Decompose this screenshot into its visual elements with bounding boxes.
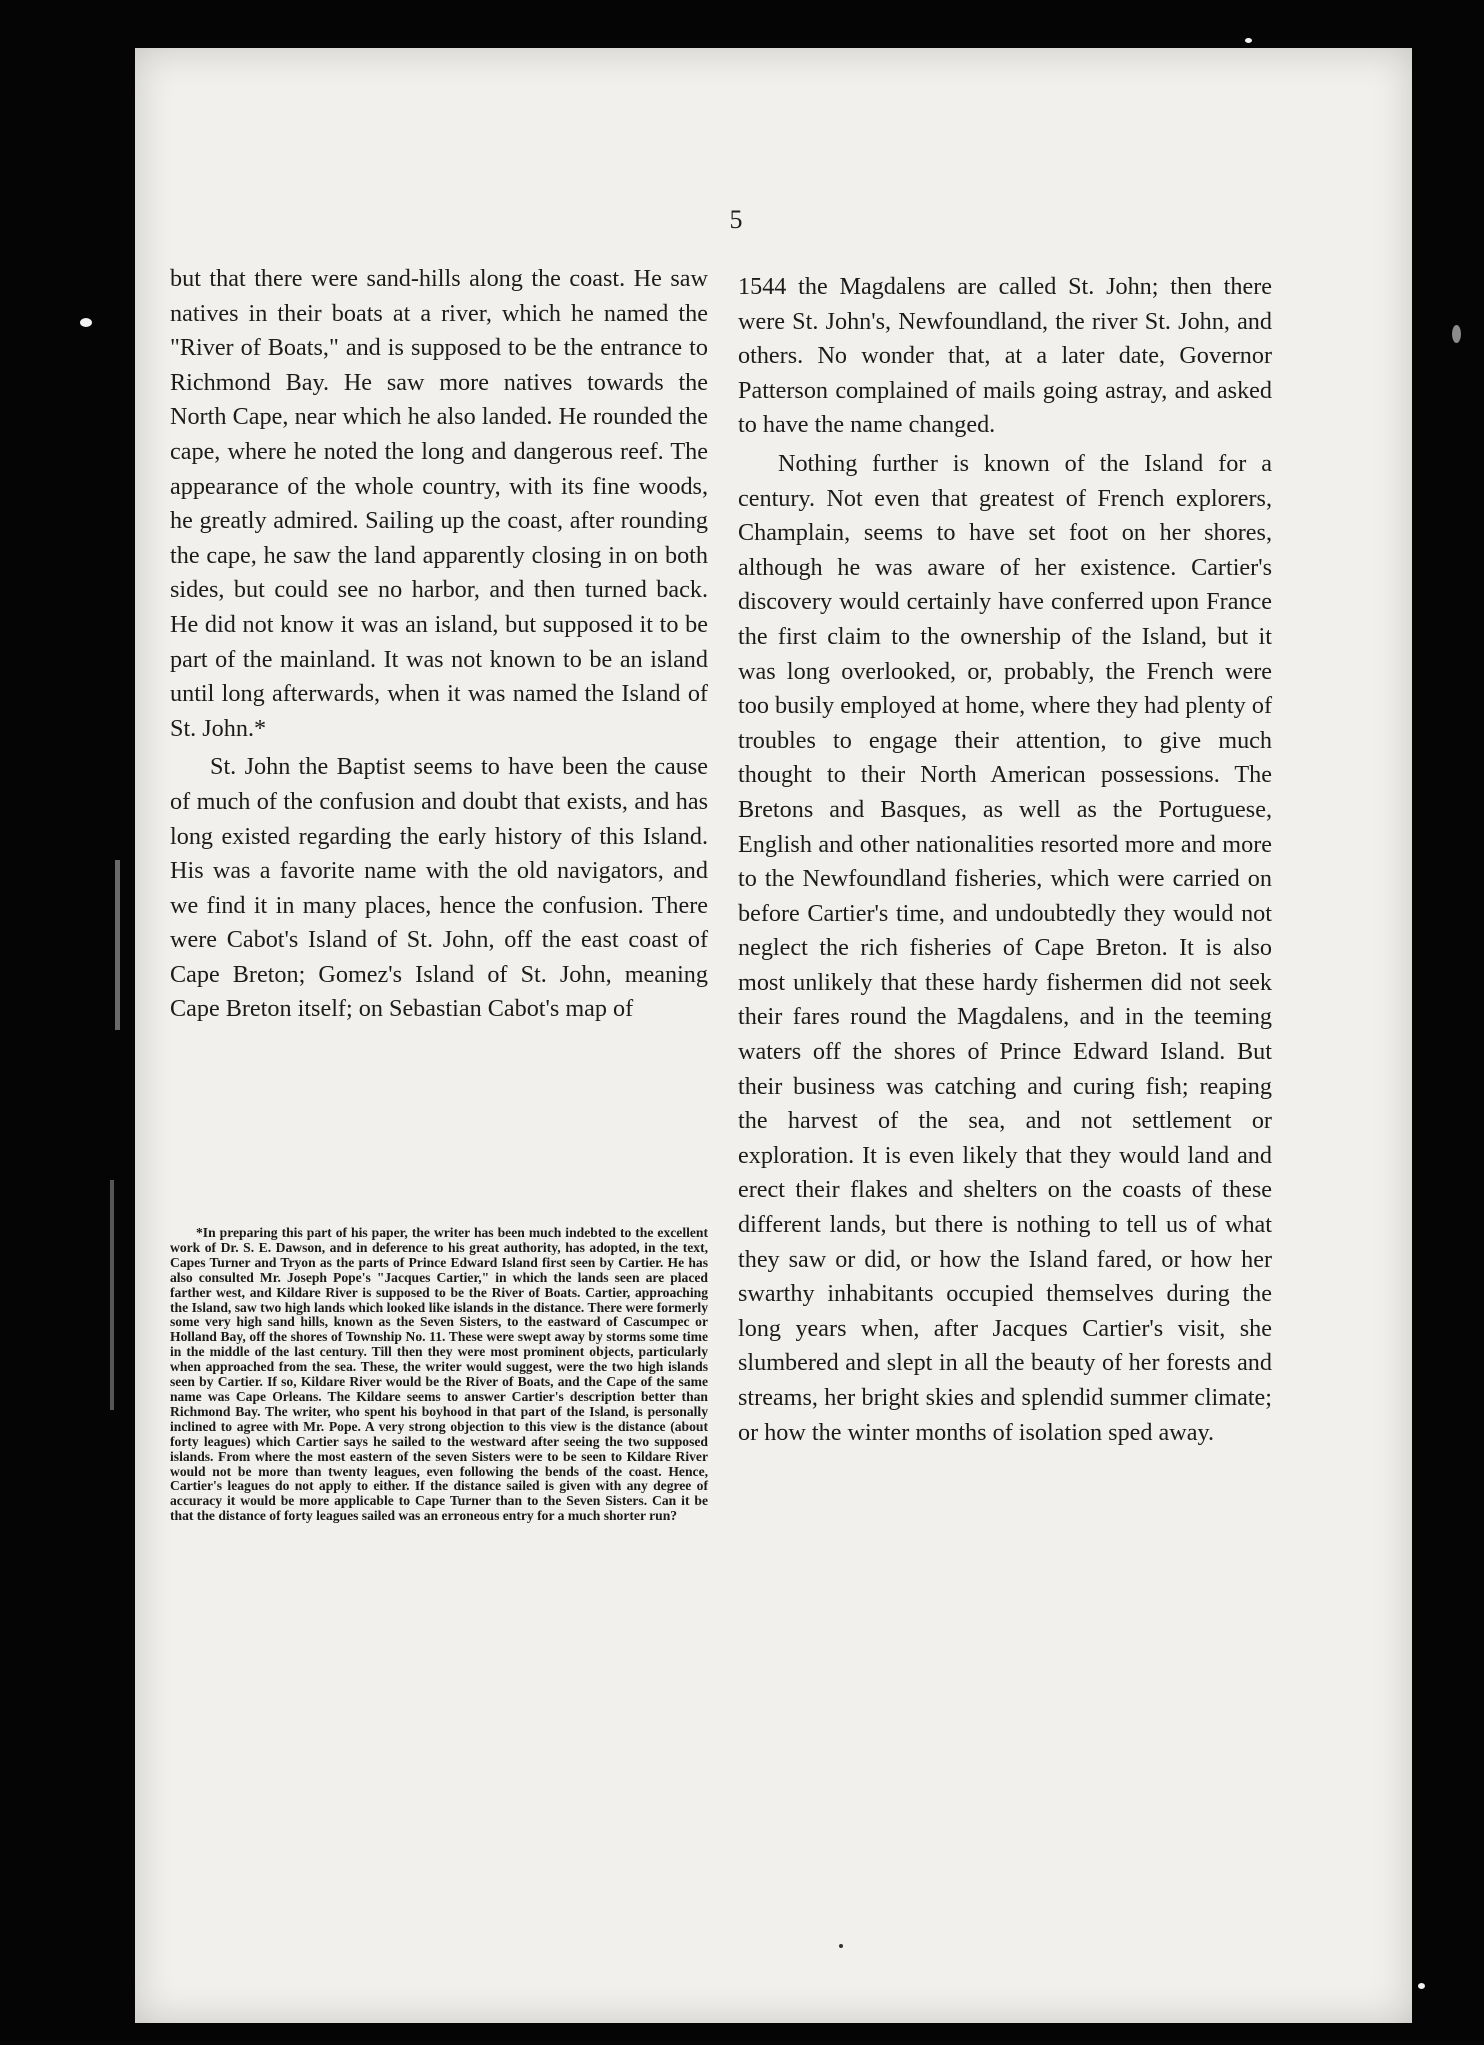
scan-speck bbox=[80, 318, 92, 327]
left-paragraph-1: but that there were sand-hills along the coast. He saw natives in their boats at a river, which he named the "River of Boats," and is supposed to be the entrance to Richmond Bay. He saw more natives towards the North Cape, near which he also landed. He rounded the cape, where he noted the long and dangerous reef. The appearance of the whole country, with its fine woods, he greatly admired. Sailing up the coast, after rounding the cape, he saw the land apparently closing in on both sides, but could see no harbor, and then turned back. He did not know it was an island, but supposed it to be part of the mainland. It was not known to be an island until long afterwards, when it was named the Island of St. John.* bbox=[170, 265, 708, 742]
right-paragraph-2: Nothing further is known of the Island for a century. Not even that greatest of French explorers, Champlain, seems to have set foot on her shores, although he was aware of her existence. Cartier's discovery would certainly have conferred upon France the first claim to the ownership of the Island, but it was long overlooked, or, probably, the French were too busily employed at home, where they had plenty of troubles to engage their attention, to give much thought to their North American possessions. The Bretons and Basques, as well as the Portuguese, English and other nationalities resorted more and more to the Newfoundland fisheries, which were carried on before Cartier's time, and undoubtedly they would not neglect the rich fisheries of Cape Breton. It is also most unlikely that these hardy fishermen did not seek their fares round the Magdalens, and in the teeming waters off the shores of Prince Edward Island. But their business was catching and curing fish; reaping the harvest of the sea, and not settlement or exploration. It is even likely that they would land and erect their flakes and shelters on the coasts of these different lands, but there is nothing to tell us of what they saw or did, or how the Island fared, or how her swarthy inhabitants occupied themselves during the long years when, after Jacques Cartier's visit, she slumbered and slept in all the beauty of her forests and streams, her bright skies and splendid summer climate; or how the winter months of isolation sped away. bbox=[738, 449, 1272, 1446]
right-column bbox=[738, 270, 1272, 1450]
page-number: 5 bbox=[729, 205, 743, 234]
scan-speck bbox=[1452, 325, 1461, 343]
right-paragraph-1: 1544 the Magdalens are called St. John; then there were St. John's, Newfoundland, the river St. John, and others. No wonder that, at a later date, Governor Patterson complained of mails going astray, and asked to have the name changed. bbox=[738, 273, 1272, 439]
left-paragraph-2: St. John the Baptist seems to have been the cause of much of the confusion and doubt that exists, and has long existed regarding the early history of this Island. His was a favorite name with the old navigators, and we find it in many places, hence the confusion. There were Cabot's Island of St. John, off the east coast of Cape Breton; Gomez's Island of St. John, meaning Cape Breton itself; on Sebastian Cabot's map of bbox=[170, 753, 708, 1023]
scan-speck bbox=[1245, 38, 1252, 43]
scan-speck bbox=[1418, 1983, 1425, 1989]
binding-edge-mark bbox=[110, 1180, 114, 1410]
footnote: *In preparing this part of his paper, the writer has been much indebted to the excellent work of Dr. S. E. Dawson, and in deference to his great authority, has adopted, in the text, Capes Turner and Tryon as the parts of Prince Edward Island first seen by Cartier. He has also consulted Mr. Joseph Pope's "Jacques Cartier," in which the lands seen are placed farther west, and Kildare River is supposed to be the River of Boats. Cartier, approaching the Island, saw two high lands which looked like islands in the distance. There were formerly some very high sand hills, known as the Seven Sisters, to the eastward of Cascumpec or Holland Bay, off the shores of Township No. 11. These were swept away by storms some time in the middle of the last century. Till then they were most prominent objects, particularly when approached from the sea. These, the writer would suggest, were the two high islands seen by Cartier. If so, Kildare River would be the River of Boats, and the Cape of the same name was Cape Orleans. The Kildare seems to answer Cartier's description better than Richmond Bay. The writer, who spent his boyhood in that part of the Island, is personally inclined to agree with Mr. Pope. A very strong objection to this view is the distance (about forty leagues) which Cartier says he sailed to the westward after seeing the two supposed islands. From where the most eastern of the seven Sisters were to be seen to Kildare River would not be more than twenty leagues, even following the bends of the coast. Hence, Cartier's leagues do not apply to either. If the distance sailed is given with any degree of accuracy it would be more applicable to Cape Turner than to the Seven Sisters. Can it be that the distance of forty leagues sailed was an erroneous entry for a much shorter run? bbox=[170, 1225, 708, 1524]
binding-edge-mark bbox=[115, 860, 120, 1030]
ink-dot bbox=[839, 1944, 843, 1948]
left-column bbox=[170, 262, 708, 1027]
